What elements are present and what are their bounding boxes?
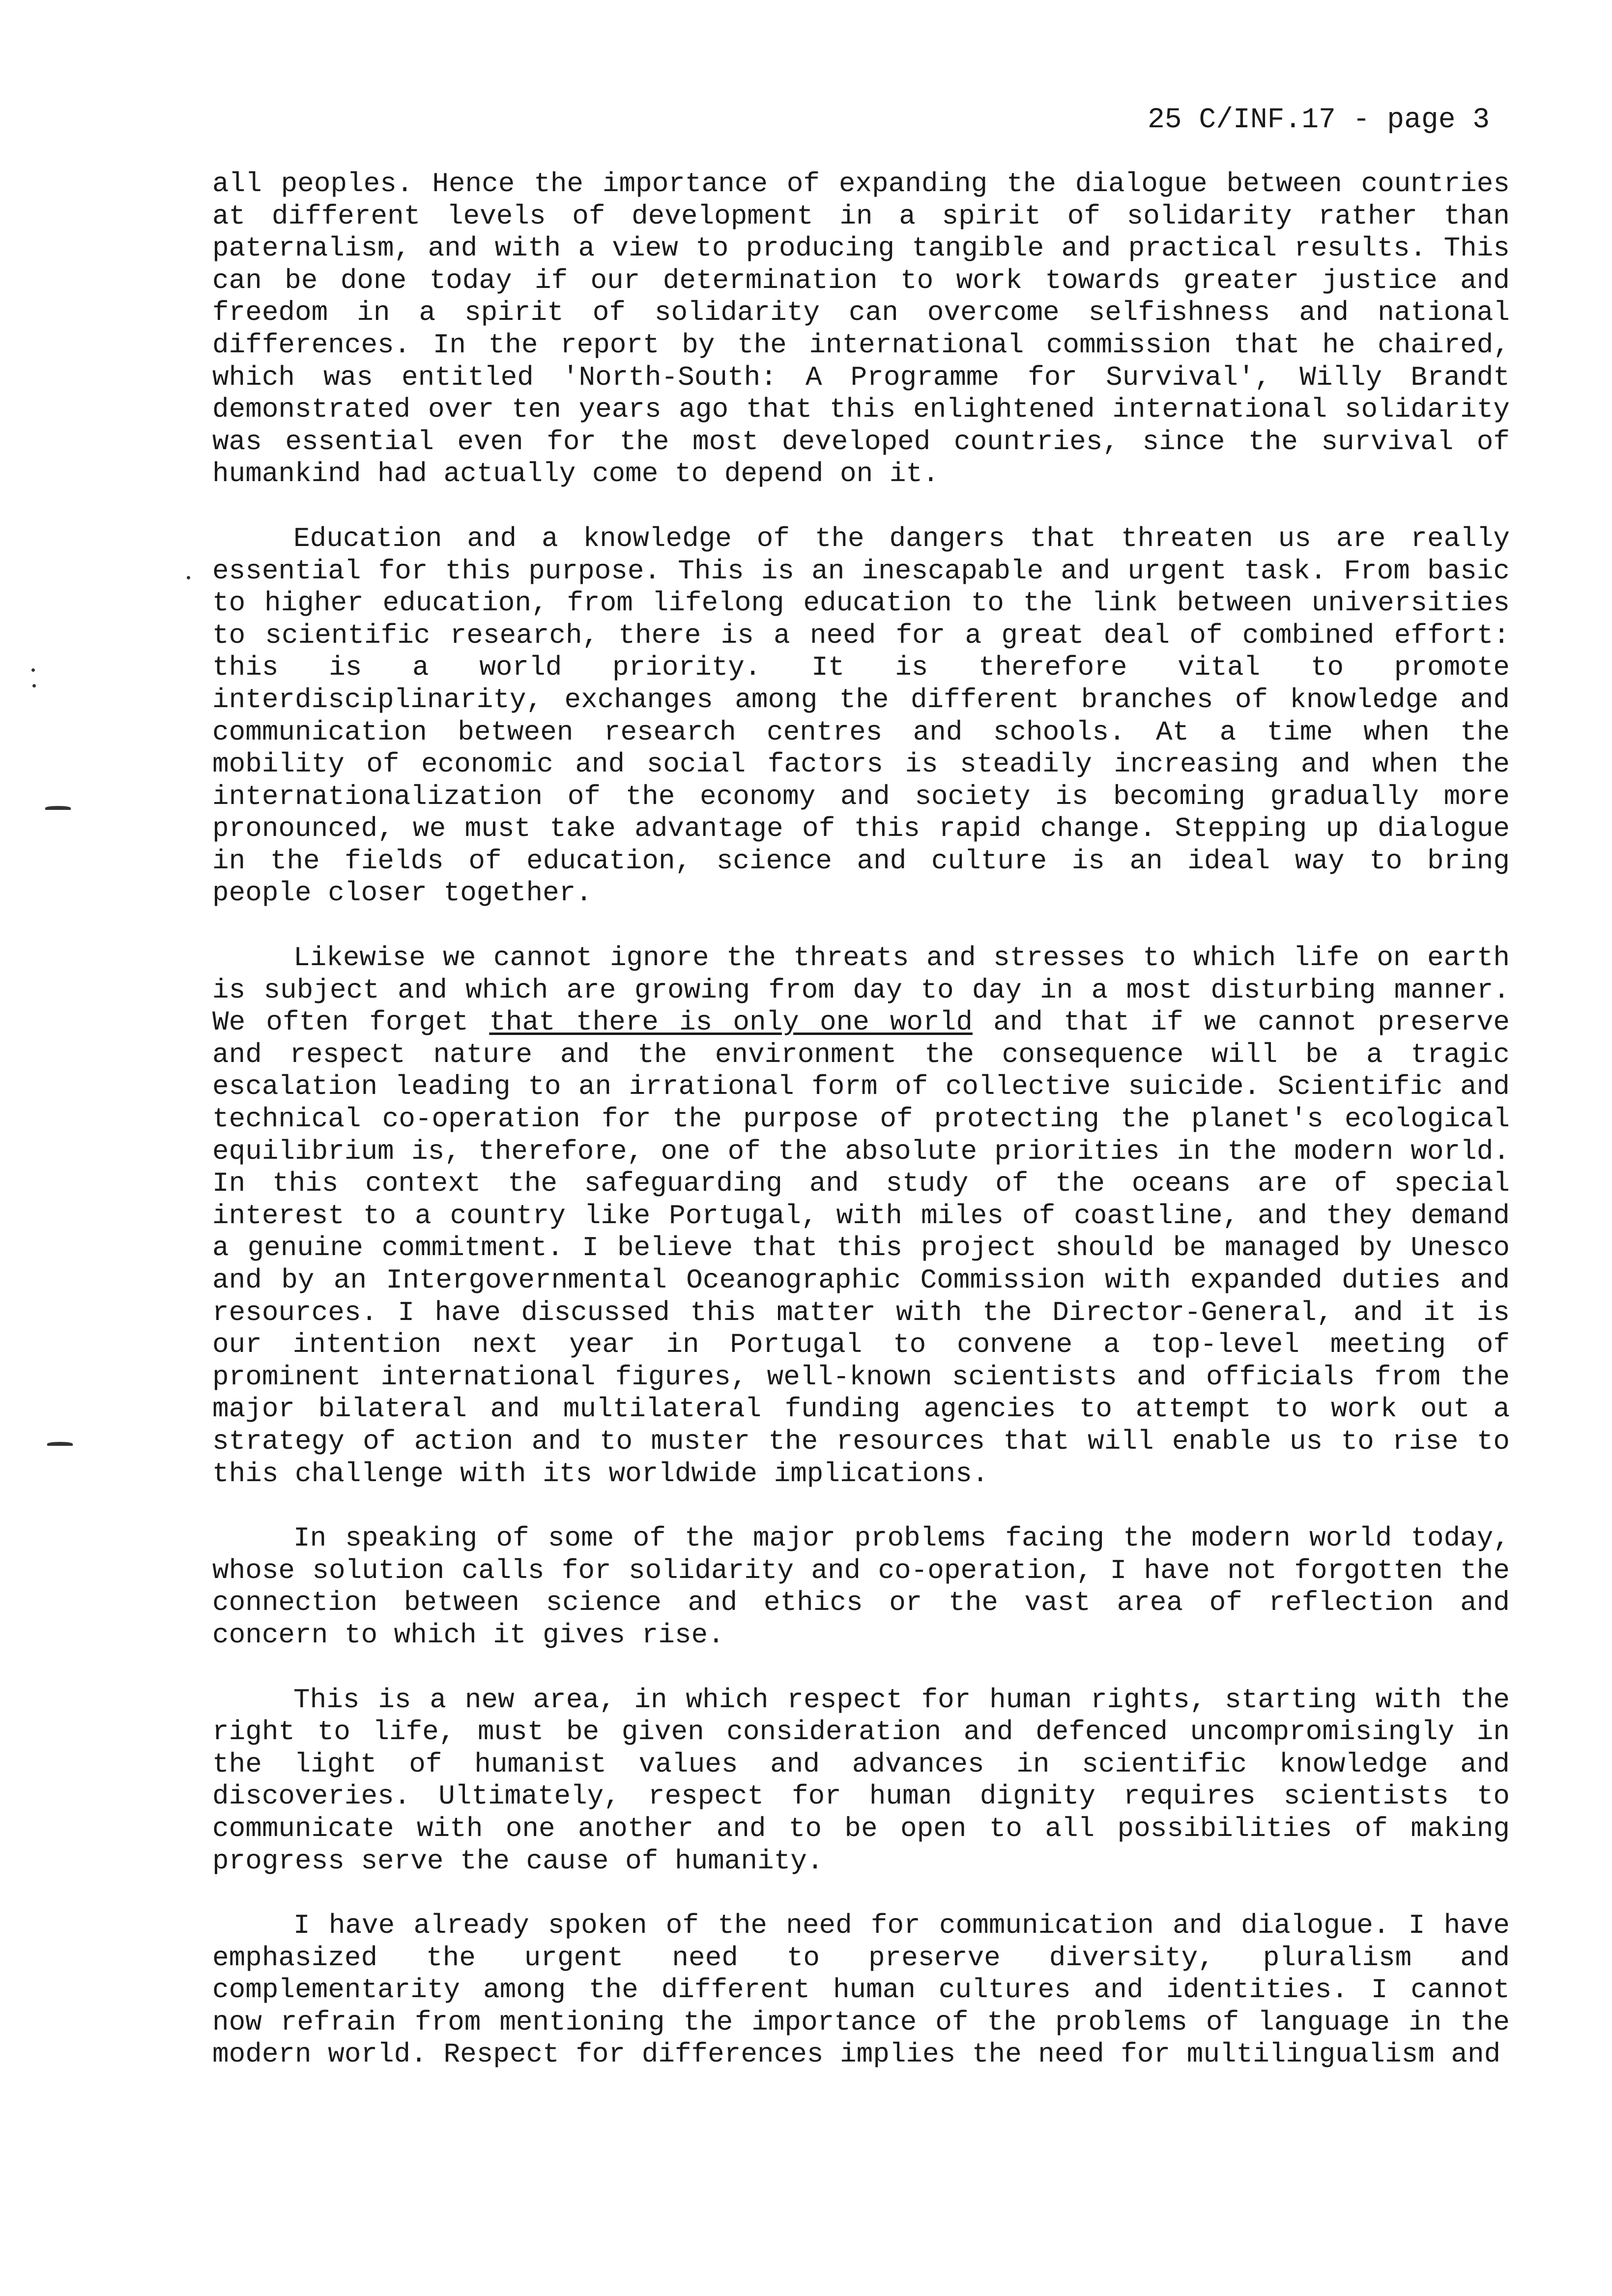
document-body — [212, 168, 1510, 2071]
paragraph-language: I have already spoken of the need for communication and dialogue. I have emphasized the urgent need to preserve diversity, pluralism and complementarity among the different human cultures and identities. I cannot now refrain from mentioning the importance of the problems of language in the modern world. Respect for differences implies the need for multilingualism and — [212, 1910, 1510, 2070]
paragraph-text: and that if we cannot preserve and respect nature and the environment the consequence will be a tragic escalation leading to an irrational form of collective suicide. Scientific and technical co-operation for the purpose of protecting the planet's ecological equilibrium is, therefore, one of the absolute priorities in the modern world. In this context the safeguarding and study of the oceans are of special interest to a country like Portugal, with miles of coastline, and they demand a genuine commitment. I believe that this project should be managed by Unesco and by an Intergovernmental Oceanographic Commission with expanded duties and resources. I have discussed this matter with the Director-General, and it is our intention next year in Portugal to convene a top-level meeting of prominent international figures, well-known scientists and officials from the major bilateral and multilateral funding agencies to attempt to work out a strategy of action and to muster the resources that will enable us to rise to this challenge with its worldwide implications. — [212, 1006, 1510, 1490]
paragraph-education: Education and a knowledge of the dangers that threaten us are really essential for this purpose. This is an inescapable and urgent task. From basic to higher education, from lifelong education to the link between universities to scientific research, there is a need for a great deal of combined effort: this is a world priority. It is therefore vital to promote interdisciplinarity, exchanges among the different branches of knowledge and communication between research centres and schools. At a time when the mobility of economic and social factors is steadily increasing and when the internationalization of the economy and society is becoming gradually more pronounced, we must take advantage of this rapid change. Stepping up dialogue in the fields of education, science and culture is an ideal way to bring people closer together. — [212, 522, 1510, 909]
margin-scan-mark — [32, 684, 36, 688]
margin-scan-mark — [31, 668, 35, 672]
margin-scan-mark — [187, 576, 190, 579]
page-header: 25 C/INF.17 - page 3 — [1148, 104, 1490, 136]
margin-scan-mark — [47, 1442, 73, 1446]
paragraph-text: Likewise we cannot ignore the threats and stresses to which life on earth is subject and which are growing from day to day in a most disturbing manner. We often forget — [212, 942, 1510, 1038]
margin-scan-mark — [45, 806, 71, 810]
underlined-phrase: that there is only one world — [489, 1006, 973, 1038]
paragraph-science-ethics: In speaking of some of the major problems facing the modern world today, whose solution calls for solidarity and co-operation, I have not forgotten the connection between science and ethics or the vast area of reflection and concern to which it gives rise. — [212, 1522, 1510, 1651]
paragraph-environment — [212, 942, 1510, 1490]
paragraph-human-rights: This is a new area, in which respect for human rights, starting with the right to life, must be given consideration and defenced uncompromisingly in the light of humanist values and advances in scientific knowledge and discoveries. Ultimately, respect for human dignity requires scientists to communicate with one another and to be open to all possibilities of making progress serve the cause of humanity. — [212, 1684, 1510, 1877]
paragraph-continuation: all peoples. Hence the importance of expanding the dialogue between countries at different levels of development in a spirit of solidarity rather than paternalism, and with a view to producing tangible and practical results. This can be done today if our determination to work towards greater justice and freedom in a spirit of solidarity can overcome selfishness and national differences. In the report by the international commission that he chaired, which was entitled 'North-South: A Programme for Survival', Willy Brandt demonstrated over ten years ago that this enlightened international solidarity was essential even for the most developed countries, since the survival of humankind had actually come to depend on it. — [212, 168, 1510, 490]
